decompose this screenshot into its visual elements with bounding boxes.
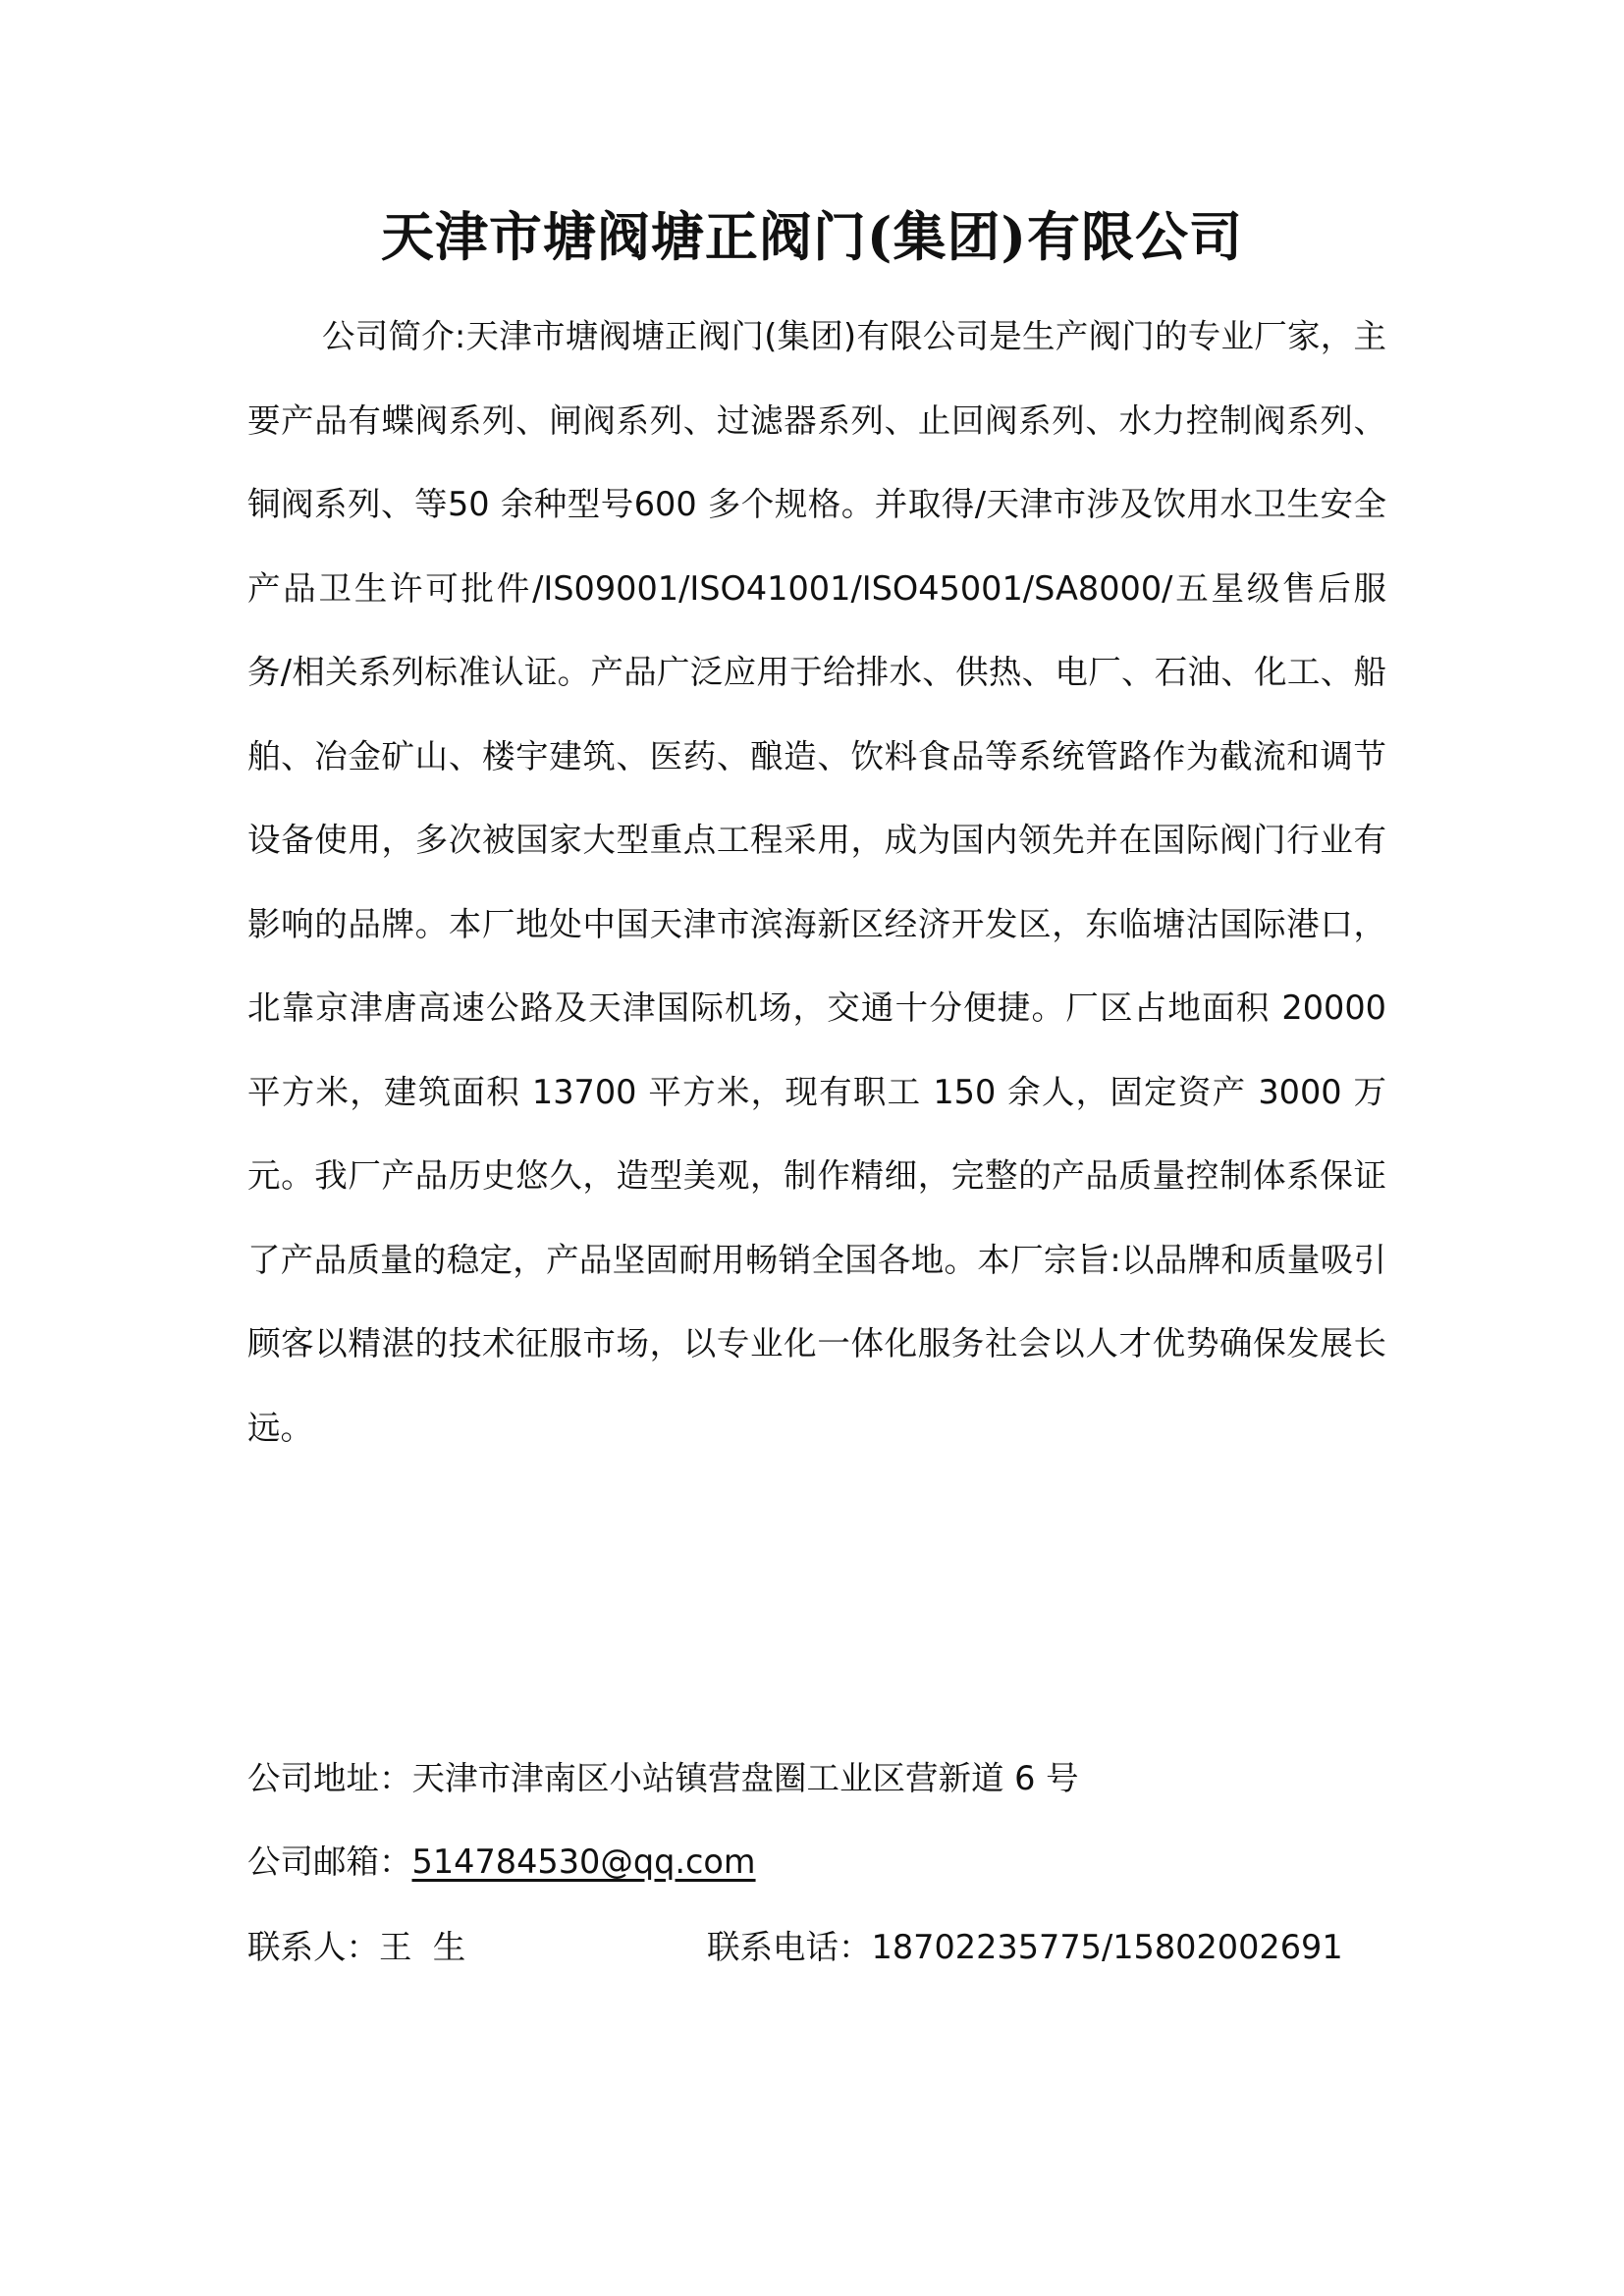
phone-line [707,1924,1343,1971]
address-value: 天津市津南区小站镇营盘圈工业区营新道 6 号 [411,1759,1079,1797]
address-line [247,1755,1079,1802]
document-title: 天津市塘阀塘正阀门(集团)有限公司 [380,205,1244,268]
contact-person-value: 王 生 [379,1928,466,1966]
email-label: 公司邮箱： [247,1842,412,1881]
email-line [247,1839,756,1886]
contact-person-label: 联系人： [247,1928,379,1966]
contact-person-line [247,1924,465,1971]
address-label: 公司地址： [247,1759,412,1797]
phone-label: 联系电话： [707,1928,872,1966]
phone-value: 18702235775/15802002691 [871,1928,1343,1966]
company-intro-paragraph: 公司简介:天津市塘阀塘正阀门(集团)有限公司是生产阀门的专业厂家，主要产品有蝶阀系列、闸阀系列、过滤器系列、止回阀系列、水力控制阀系列、铜阀系列、等50 余种型号600 多个规格。并取得/天津市涉及饮用水卫生安全产品卫生许可批件/IS09001/ISO41001/ISO45001/SA8000/五星级售后服务/相关系列标准认证。产品广泛应用于给排水、供热、电厂、石油、化工、船舶、冶金矿山、楼宇建筑、医药、酿造、饮料食品等系统管路作为截流和调节设备使用，多次被国家大型重点工程采用，成为国内领先并在国际阀门行业有影响的品牌。本厂地处中国天津市滨海新区经济开发区，东临塘沽国际港口，北靠京津唐高速公路及天津国际机场，交通十分便捷。厂区占地面积 20000 平方米，建筑面积 13700 平方米，现有职工 150 余人，固定资产 3000 万元。我厂产品历史悠久，造型美观，制作精细，完整的产品质量控制体系保证了产品质量的稳定，产品坚固耐用畅销全国各地。本厂宗旨:以品牌和质量吸引顾客以精湛的技术征服市场，以专业化一体化服务社会以人才优势确保发展长远。 [247,317,1386,1447]
email-link[interactable]: 514784530@qq.com [411,1842,756,1881]
